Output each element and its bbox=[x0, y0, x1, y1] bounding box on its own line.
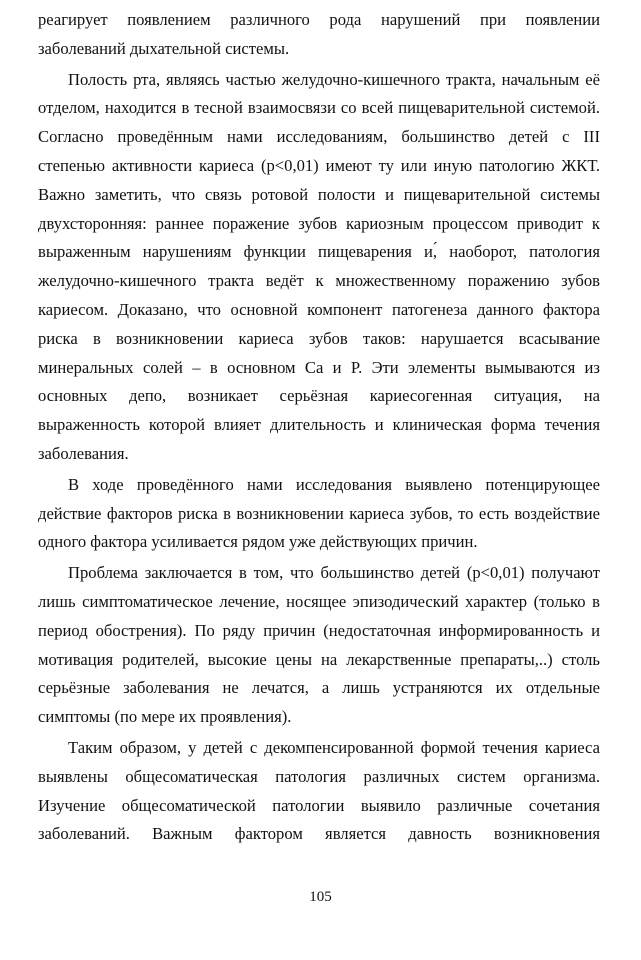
text-line: кариесом. Доказано, что основной компонент патогенеза данного фактора bbox=[38, 299, 600, 319]
text-line: основных депо, возникает серьёзная кариесогенная ситуация, на bbox=[38, 386, 600, 406]
document-page bbox=[38, 6, 600, 849]
text-line: выявлены общесоматическая патология различных систем организма. bbox=[38, 766, 600, 786]
text-line: заболеваний дыхательной системы. bbox=[38, 38, 290, 58]
paragraph-1 bbox=[38, 6, 600, 64]
text-line: одного фактора усиливается рядом уже действующих причин. bbox=[38, 532, 478, 552]
text-line: заболевания. bbox=[38, 443, 129, 463]
text-line: степенью активности кариеса (р<0,01) имеют ту или иную патологию ЖКТ. bbox=[38, 155, 600, 175]
text-line: В ходе проведённого нами исследования выявлено потенцирующее bbox=[68, 474, 600, 494]
paragraph-5 bbox=[38, 734, 600, 849]
text-line: двухсторонняя: раннее поражение зубов кариозным процессом приводит к bbox=[38, 213, 600, 233]
text-line: выраженным нарушениям функции пищеварения и,́ наоборот, патология bbox=[38, 242, 600, 262]
paragraph-2 bbox=[38, 66, 600, 469]
text-line: риска в возникновении кариеса зубов таков: нарушается всасывание bbox=[38, 328, 600, 348]
text-line: минеральных солей – в основном Са и Р. Эти элементы вымываются из bbox=[38, 357, 600, 377]
text-line: реагирует появлением различного рода нарушений при появлении bbox=[38, 10, 600, 29]
text-line: Таким образом, у детей с декомпенсированной формой течения кариеса bbox=[68, 737, 600, 757]
paragraph-3 bbox=[38, 471, 600, 557]
text-line: выраженность которой влияет длительность и клиническая форма течения bbox=[38, 415, 600, 435]
paragraph-4 bbox=[38, 559, 600, 732]
text-line: Согласно проведённым нами исследованиям, большинство детей с III bbox=[38, 127, 600, 147]
text-line: Важно заметить, что связь ротовой полости и пищеварительной системы bbox=[38, 184, 600, 204]
text-line: период обострения). По ряду причин (недостаточная информированность и bbox=[38, 620, 600, 640]
text-line: отделом, находится в тесной взаимосвязи со всей пищеварительной системой. bbox=[38, 98, 600, 118]
text-line: желудочно-кишечного тракта ведёт к множественному поражению зубов bbox=[38, 271, 600, 291]
text-line: Проблема заключается в том, что большинство детей (р<0,01) получают bbox=[68, 563, 600, 583]
text-line: мотивация родителей, высокие цены на лекарственные препараты,..) столь bbox=[38, 649, 600, 669]
text-line: серьёзные заболевания не лечатся, а лишь устраняются их отдельные bbox=[38, 678, 600, 698]
text-line: Изучение общесоматической патологии выявило различные сочетания bbox=[38, 795, 600, 815]
page-number: 105 bbox=[309, 889, 332, 905]
text-line: заболеваний. Важным фактором является давность возникновения bbox=[38, 824, 600, 844]
text-line: Полость рта, являясь частью желудочно-кишечного тракта, начальным её bbox=[68, 69, 600, 89]
text-line: лишь симптоматическое лечение, носящее эпизодический характер (только в bbox=[38, 591, 600, 611]
text-line: симптомы (по мере их проявления). bbox=[38, 707, 292, 727]
text-line: действие факторов риска в возникновении кариеса зубов, то есть воздействие bbox=[38, 503, 600, 523]
